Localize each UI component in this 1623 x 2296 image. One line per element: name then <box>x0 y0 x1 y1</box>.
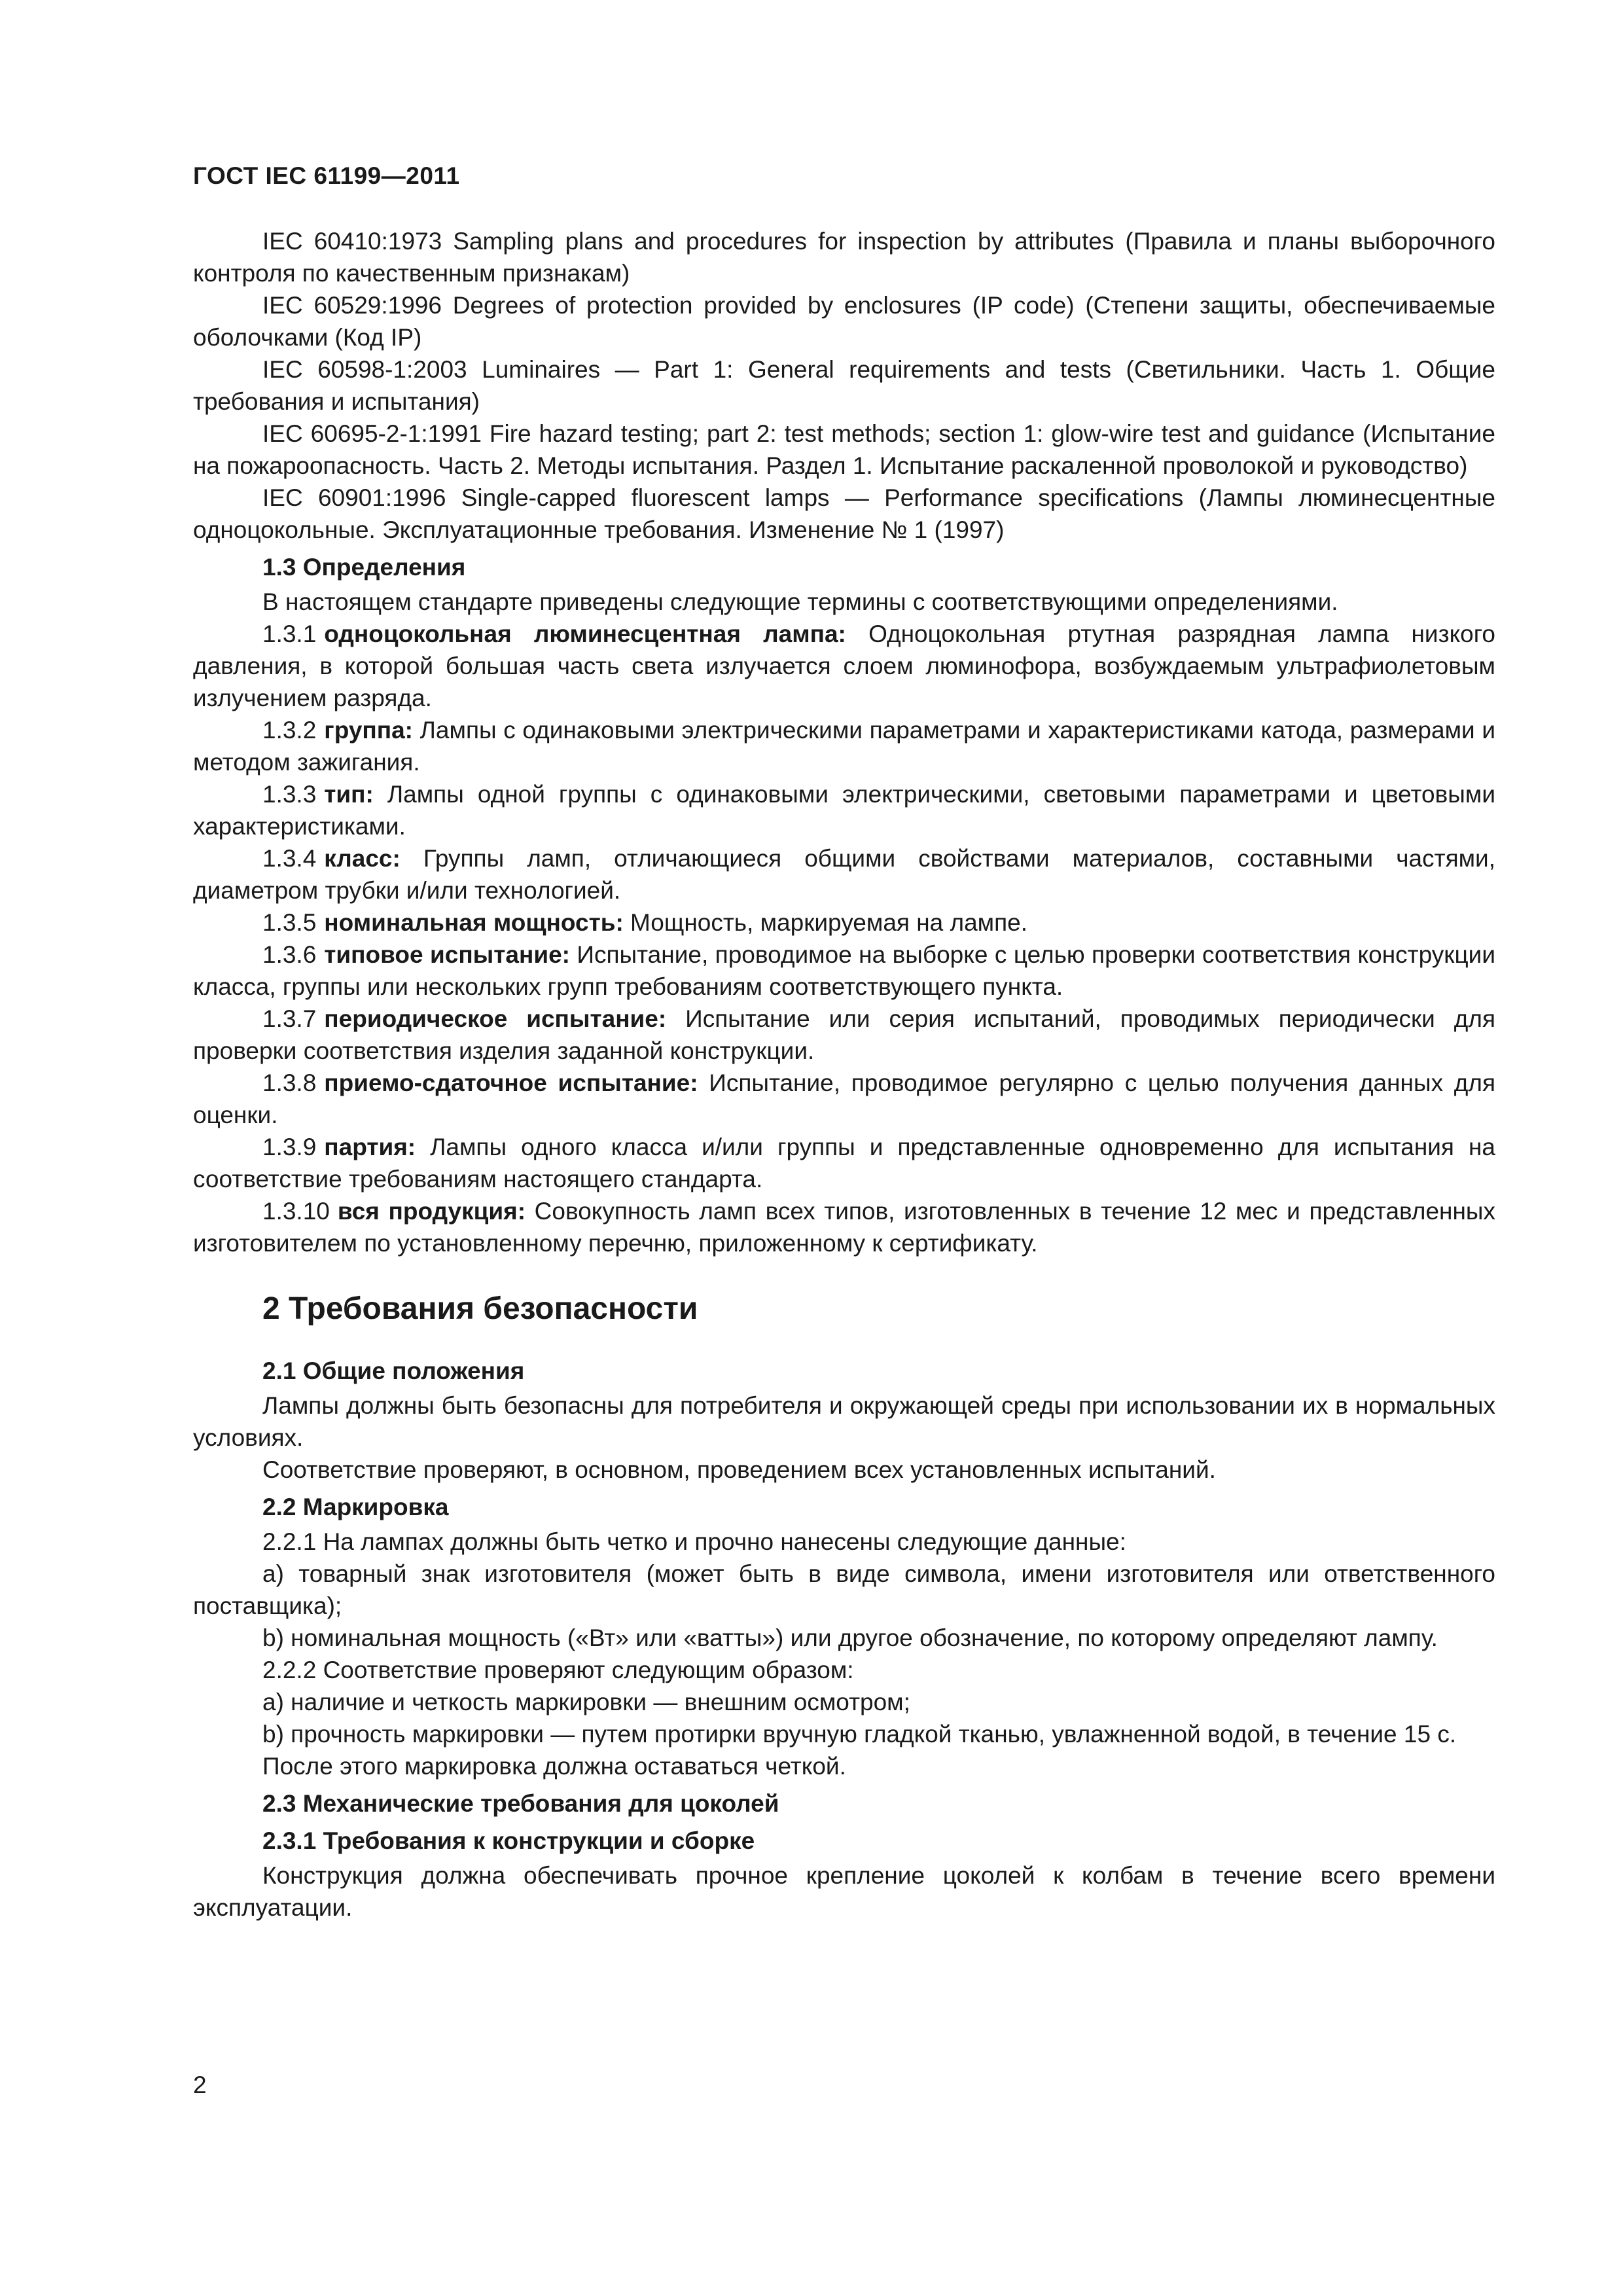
definition-1-3-2 <box>193 714 1495 778</box>
definition-term: типовое испытание: <box>324 941 570 968</box>
section-2-2-list-item: a) наличие и четкость маркировки — внешним осмотром; <box>262 1689 910 1715</box>
section-1-3-heading: 1.3 Определения <box>262 554 466 581</box>
section-1-3-intro: В настоящем стандарте приведены следующие термины с соответствующими определениями. <box>262 588 1338 615</box>
definition-term: класс: <box>324 845 401 872</box>
definition-number: 1.3.4 <box>262 845 317 872</box>
definition-term: вся продукция: <box>337 1198 526 1225</box>
definition-1-3-7 <box>193 1003 1495 1067</box>
definition-1-3-10 <box>193 1195 1495 1259</box>
definition-1-3-1 <box>193 618 1495 714</box>
definition-term: приемо-сдаточное испытание: <box>324 1069 698 1096</box>
page-content <box>193 225 1495 1924</box>
section-2-1-paragraph: Лампы должны быть безопасны для потребителя и окружающей среды при использовании их в нормальных условиях. <box>193 1392 1495 1451</box>
definition-text: Лампы одной группы с одинаковыми электрическими, световыми параметрами и цветовыми характеристиками. <box>193 781 1495 840</box>
section-2-2-list-item: b) прочность маркировки — путем протирки вручную гладкой тканью, увлажненной водой, в течение 15 с. <box>262 1721 1457 1748</box>
definition-number: 1.3.2 <box>262 717 317 744</box>
section-2-3-1-paragraph: Конструкция должна обеспечивать прочное крепление цоколей к колбам в течение всего времени эксплуатации. <box>193 1862 1495 1921</box>
definition-term: периодическое испытание: <box>324 1005 667 1032</box>
definition-number: 1.3.10 <box>262 1198 330 1225</box>
definition-text: Совокупность ламп всех типов, изготовленных в течение 12 мес и представленных изготовителем по установленному перечню, приложенному к сертификату. <box>193 1198 1495 1257</box>
definition-number: 1.3.7 <box>262 1005 317 1032</box>
definition-term: тип: <box>324 781 374 808</box>
definition-text: Мощность, маркируемая на лампе. <box>623 909 1028 936</box>
definition-number: 1.3.9 <box>262 1134 317 1160</box>
section-2-3-heading: 2.3 Механические требования для цоколей <box>262 1790 779 1817</box>
section-2-2-list-item: b) номинальная мощность («Вт» или «ватты») или другое обозначение, по которому определяют лампу. <box>262 1624 1438 1651</box>
definition-text: Лампы с одинаковыми электрическими параметрами и характеристиками катода, размерами и методом зажигания. <box>193 717 1495 776</box>
definition-1-3-6 <box>193 939 1495 1003</box>
definition-number: 1.3.5 <box>262 909 317 936</box>
section-2-3-1-heading: 2.3.1 Требования к конструкции и сборке <box>262 1827 755 1854</box>
definition-1-3-5 <box>193 906 1495 939</box>
definition-number: 1.3.1 <box>262 620 317 647</box>
definition-text: Испытание или серия испытаний, проводимых периодически для проверки соответствия изделия заданной конструкции. <box>193 1005 1495 1064</box>
definition-text: Лампы одного класса и/или группы и представленные одновременно для испытания на соответствие требованиям настоящего стандарта. <box>193 1134 1495 1193</box>
definition-term: одноцокольная люминесцентная лампа: <box>324 620 846 647</box>
definition-term: группа: <box>324 717 413 744</box>
section-2-2-paragraph: После этого маркировка должна оставаться четкой. <box>262 1753 846 1780</box>
section-2-1-heading: 2.1 Общие положения <box>262 1357 525 1384</box>
document-header: ГОСТ IEC 61199—2011 <box>193 162 460 189</box>
reference-iec-60598: IEC 60598-1:2003 Luminaires — Part 1: General requirements and tests (Светильники. Часть 1. Общие требования и испытания) <box>193 356 1495 415</box>
section-2-2-heading: 2.2 Маркировка <box>262 1494 449 1520</box>
page-number: 2 <box>193 2072 207 2098</box>
reference-iec-60410: IEC 60410:1973 Sampling plans and procedures for inspection by attributes (Правила и планы выборочного контроля по качественным признакам) <box>193 228 1495 287</box>
section-2-2-paragraph: 2.2.1 На лампах должны быть четко и прочно нанесены следующие данные: <box>262 1528 1126 1555</box>
definition-term: партия: <box>324 1134 416 1160</box>
section-2-heading: 2 Требования безопасности <box>262 1291 698 1326</box>
reference-iec-60695: IEC 60695-2-1:1991 Fire hazard testing; part 2: test methods; section 1: glow-wire test and guidance (Испытание на пожароопасность. Часть 2. Методы испытания. Раздел 1. Испытание раскаленной проволокой и руководство) <box>193 420 1495 479</box>
definition-term: номинальная мощность: <box>324 909 624 936</box>
definition-1-3-3 <box>193 778 1495 842</box>
section-2-2-list-item: a) товарный знак изготовителя (может быть в виде символа, имени изготовителя или ответственного поставщика); <box>193 1560 1495 1619</box>
definition-number: 1.3.3 <box>262 781 317 808</box>
definition-1-3-4 <box>193 842 1495 906</box>
definition-1-3-9 <box>193 1131 1495 1195</box>
reference-iec-60529: IEC 60529:1996 Degrees of protection provided by enclosures (IP code) (Степени защиты, обеспечиваемые оболочками (Код IP) <box>193 292 1495 351</box>
definition-text: Группы ламп, отличающиеся общими свойствами материалов, составными частями, диаметром трубки и/или технологией. <box>193 845 1495 904</box>
definition-text: Одноцокольная ртутная разрядная лампа низкого давления, в которой большая часть света излучается слоем люминофора, возбуждаемым ультрафиолетовым излучением разряда. <box>193 620 1496 711</box>
definition-number: 1.3.6 <box>262 941 317 968</box>
section-2-2-paragraph: 2.2.2 Соответствие проверяют следующим образом: <box>262 1657 854 1683</box>
reference-iec-60901: IEC 60901:1996 Single-capped fluorescent lamps — Performance specifications (Лампы люминесцентные одноцокольные. Эксплуатационные требования. Изменение № 1 (1997) <box>193 484 1495 543</box>
definition-text: Испытание, проводимое на выборке с целью проверки соответствия конструкции класса, группы или нескольких групп требованиям соответствующего пункта. <box>193 941 1495 1000</box>
definition-text: Испытание, проводимое регулярно с целью получения данных для оценки. <box>193 1069 1495 1128</box>
definition-number: 1.3.8 <box>262 1069 317 1096</box>
section-2-1-paragraph: Соответствие проверяют, в основном, проведением всех установленных испытаний. <box>262 1456 1216 1483</box>
definition-1-3-8 <box>193 1067 1495 1131</box>
